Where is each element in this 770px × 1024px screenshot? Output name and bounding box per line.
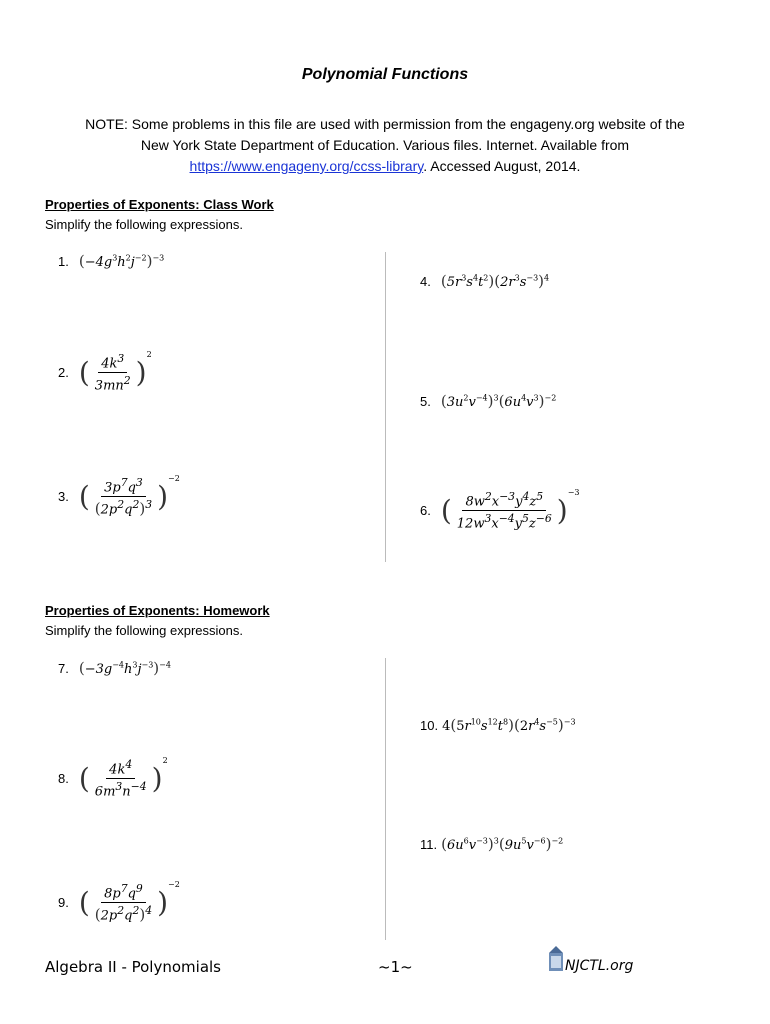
problem-number: 10. [420, 717, 439, 733]
homework-divider [385, 658, 386, 940]
problem-2: 2. ( $\frac{4k^3}{3mn^2}$ ) 2 [58, 350, 152, 394]
problem-number: 5. [420, 393, 431, 409]
permission-note [40, 114, 730, 177]
problem-number: 1. [58, 253, 69, 269]
problem-11 [420, 835, 563, 853]
problem-3-fraction: $\frac{3p^7q^3}{(2p^2q^2)^3}$ [94, 476, 153, 518]
note-line-3-tail: . Accessed August, 2014. [423, 158, 581, 174]
engageny-link[interactable]: https://www.engageny.org/ccss-library [189, 158, 424, 174]
problem-10 [420, 716, 576, 734]
page-title: Polynomial Functions [301, 66, 469, 83]
note-line-3 [40, 156, 730, 177]
problem-1 [58, 252, 164, 270]
njctl-logo-icon [548, 946, 564, 972]
problem-8: 8. ( $\frac{4k^4}{6m^3n^{-4}}$ ) 2 [58, 756, 168, 800]
problem-10-expression: $4(5r^{10}s^{12}t^8)(2r^4s^{-5})^{-3}$ [442, 716, 576, 734]
classwork-heading: Properties of Exponents: Class Work [45, 197, 274, 212]
problem-5-expression: $(3u^2v^{-4})^3(6u^4v^3)^{-2}$ [440, 392, 557, 410]
problem-number: 8. [58, 771, 69, 787]
classwork-divider [385, 252, 386, 562]
problem-number: 11. [420, 836, 438, 852]
footer-course: Algebra II - Polynomials [45, 958, 221, 976]
problem-4-expression: $(5r^3s^4t^2)(2r^3s^{-3})^4$ [440, 272, 550, 290]
note-line-2: New York State Department of Education. Various files. Internet. Available from [140, 137, 630, 153]
problem-8-fraction: $\frac{4k^4}{6m^3n^{-4}}$ [94, 758, 147, 800]
problem-5 [420, 392, 556, 410]
problem-number: 4. [420, 273, 431, 289]
problem-3: 3. ( $\frac{3p^7q^3}{(2p^2q^2)^3}$ ) −2 [58, 474, 180, 518]
problem-4 [420, 272, 549, 290]
problem-2-fraction: $\frac{4k^3}{3mn^2}$ [94, 352, 131, 394]
problem-number: 6. [420, 503, 431, 519]
classwork-instruction: Simplify the following expressions. [45, 217, 243, 232]
problem-9: 9. ( $\frac{8p^7q^9}{(2p^2q^2)^4}$ ) −2 [58, 880, 180, 924]
problem-7-expression: $(-3g^{-4}h^3j^{-3})^{-4}$ [78, 659, 171, 677]
problem-number: 3. [58, 489, 69, 505]
problem-11-expression: $(6u^6v^{-3})^3(9u^5v^{-6})^{-2}$ [441, 835, 564, 853]
footer-org: NJCTL.org [565, 958, 634, 974]
homework-instruction: Simplify the following expressions. [45, 623, 243, 638]
problem-number: 9. [58, 895, 69, 911]
problem-9-fraction: $\frac{8p^7q^9}{(2p^2q^2)^4}$ [94, 882, 153, 924]
problem-number: 7. [58, 660, 69, 676]
note-line-1: NOTE: Some problems in this file are used with permission from the engageny.org website of the [85, 116, 685, 132]
problem-6: 6. ( $\frac{8w^2x^{-3}y^4z^5}{12w^3x^{-4}y^5z^{-6}}$ ) −3 [420, 488, 580, 532]
problem-7 [58, 659, 171, 677]
problem-1-expression: $(-4g^3h^2j^{-2})^{-3}$ [78, 252, 165, 270]
problem-number: 2. [58, 365, 69, 381]
problem-6-fraction: $\frac{8w^2x^{-3}y^4z^5}{12w^3x^{-4}y^5z^{-6}}$ [456, 490, 552, 532]
homework-heading: Properties of Exponents: Homework [45, 603, 270, 618]
footer-page-number: ~1~ [378, 958, 413, 976]
